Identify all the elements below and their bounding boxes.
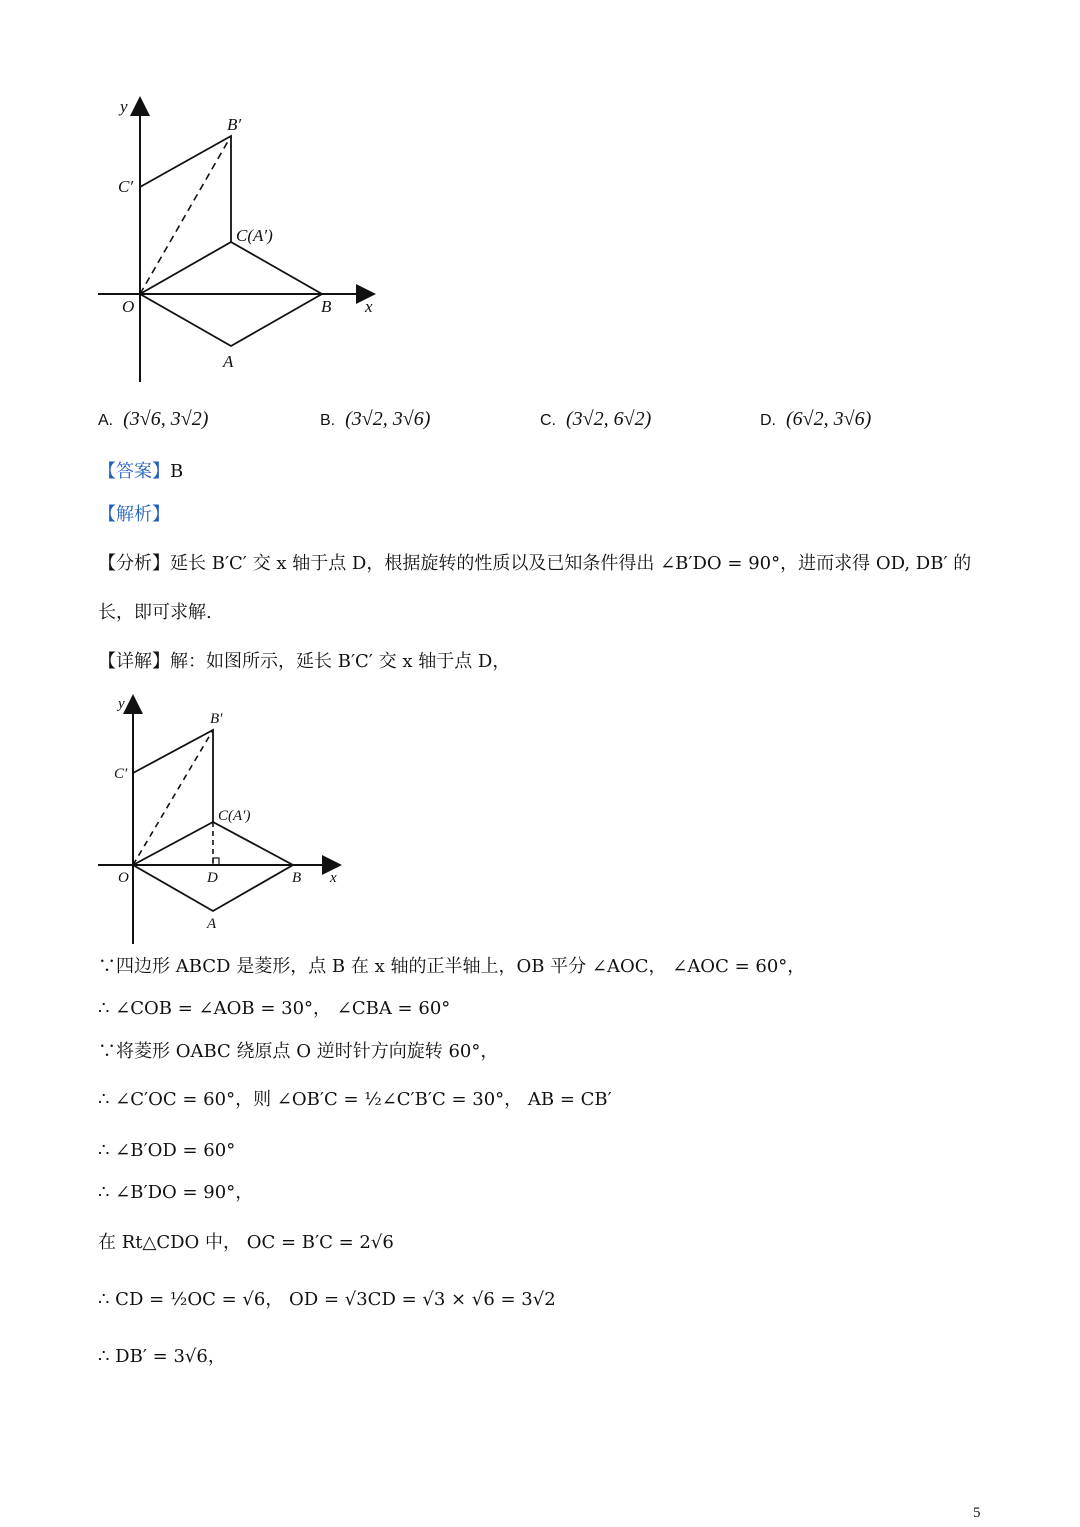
dashed-ob-prime	[140, 136, 231, 294]
step-6: ∴ ∠B′DO = 90°，	[98, 1182, 254, 1203]
dashed-ob-prime	[133, 730, 213, 865]
label-c: C(A′)	[236, 226, 273, 245]
option-key: A.	[98, 412, 114, 429]
xiangjie-text: 解：如图所示，延长 B′C′ 交 x 轴于点 D，	[170, 651, 511, 672]
figure-rotation-diagram	[90, 92, 390, 392]
option-c	[540, 404, 651, 436]
label-y: y	[118, 696, 125, 712]
label-d: D	[207, 870, 218, 886]
option-text: (6√2, 3√6)	[786, 408, 872, 430]
label-b: B	[292, 870, 302, 886]
xiangjie-tag: 【详解】	[98, 651, 170, 672]
label-a: A	[207, 916, 217, 932]
label-x: x	[365, 297, 373, 316]
step-8: ∴ CD = ½OC = √6， OD = √3CD = √3 × √6 = 3√2	[98, 1289, 556, 1310]
label-o: O	[118, 870, 129, 886]
step-2: ∴ ∠COB = ∠AOB = 30°， ∠CBA = 60°	[98, 998, 451, 1019]
step-9: ∴ DB′ = 3√6，	[98, 1346, 226, 1367]
label-b-prime: B′	[210, 711, 223, 727]
option-b	[320, 404, 430, 436]
step-4: ∴ ∠C′OC = 60°，则 ∠OB′C = ½∠C′B′C = 30°， AB = CB′	[98, 1089, 612, 1110]
analysis-tag: 【解析】	[98, 504, 170, 525]
fenxi-tag: 【分析】	[98, 553, 170, 574]
label-c-prime: C′	[114, 766, 128, 782]
step-3: ∵将菱形 OABC 绕原点 O 逆时针方向旋转 60°，	[98, 1041, 499, 1062]
label-o: O	[122, 297, 135, 316]
label-b-prime: B′	[227, 115, 242, 134]
fenxi-line-1	[98, 552, 971, 576]
option-text: (3√2, 6√2)	[566, 408, 652, 430]
label-a: A	[223, 352, 234, 371]
answer-tag: 【答案】	[98, 461, 170, 482]
step-5: ∴ ∠B′OD = 60°	[98, 1140, 236, 1161]
right-angle-mark	[213, 858, 219, 865]
option-a	[98, 404, 208, 436]
rhombus-rotated	[133, 730, 213, 822]
option-key: B.	[320, 412, 336, 429]
option-key: D.	[760, 412, 776, 429]
page-number: 5	[973, 1505, 981, 1521]
xiangjie-line	[98, 650, 510, 674]
rhombus-rotated	[140, 136, 231, 242]
label-x: x	[330, 870, 337, 886]
option-d	[760, 404, 871, 436]
fenxi-line-2: 长，即可求解.	[98, 602, 212, 623]
answer-line	[98, 460, 183, 484]
label-y: y	[120, 97, 128, 116]
option-key: C.	[540, 412, 556, 429]
label-c: C(A′)	[218, 808, 251, 824]
option-text: (3√2, 3√6)	[345, 408, 431, 430]
option-text: (3√6, 3√2)	[123, 408, 209, 430]
label-b: B	[321, 297, 332, 316]
fenxi-text: 延长 B′C′ 交 x 轴于点 D，根据旋转的性质以及已知条件得出 ∠B′DO = 90°，进而求得 OD, DB′ 的	[170, 553, 972, 574]
step-1: ∵四边形 ABCD 是菱形，点 B 在 x 轴的正半轴上，OB 平分 ∠AOC， ∠AOC = 60°，	[98, 956, 806, 977]
label-c-prime: C′	[118, 177, 134, 196]
answer-value: B	[170, 461, 184, 482]
step-7: 在 Rt△CDO 中， OC = B′C = 2√6	[98, 1232, 394, 1253]
figure-solution-diagram	[92, 692, 352, 948]
